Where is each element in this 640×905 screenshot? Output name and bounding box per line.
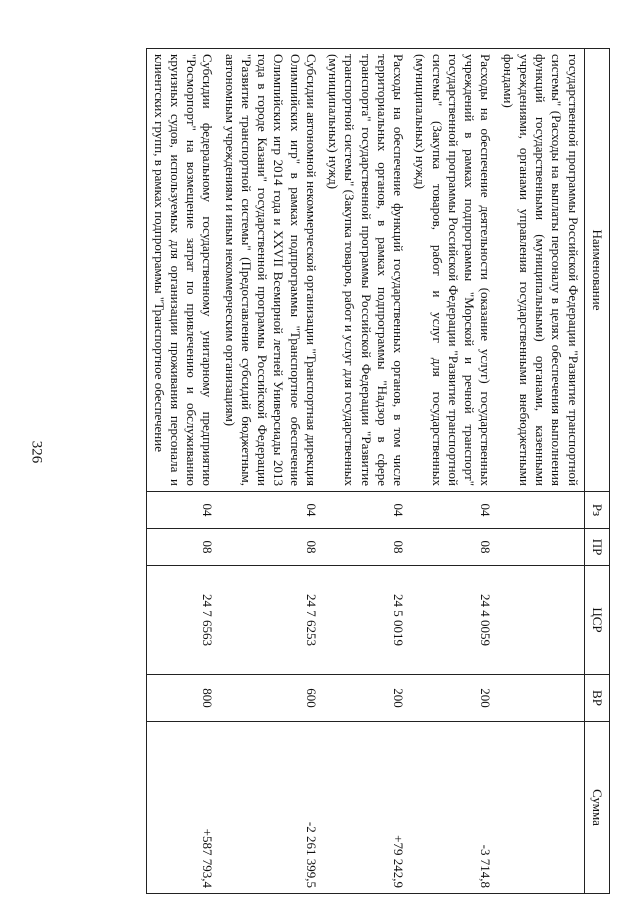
row-pr: 08 [147, 529, 219, 566]
table-row [322, 49, 409, 894]
table-row [219, 49, 323, 894]
row-vr: 200 [322, 675, 409, 722]
page-number: 326 [28, 440, 45, 464]
row-rz: 04 [147, 492, 219, 529]
row-csr: 24 7 6253 [219, 566, 323, 675]
table-row [497, 49, 585, 894]
header-rz: Рз [584, 492, 609, 529]
row-vr: 800 [147, 675, 219, 722]
row-vr [497, 675, 585, 722]
table-row [147, 49, 219, 894]
row-name: государственной программы Российской Федерации "Развитие транспортной системы" (Расходы на выплаты персоналу в целях обеспечения выполнения функций государственными (муниципальными) органами, казенными учреждениями, органами управления государственными внебюджетными фондами) [497, 49, 585, 492]
header-pr: ПР [584, 529, 609, 566]
row-rz: 04 [322, 492, 409, 529]
rotated-page-content [90, 48, 610, 888]
header-csr: ЦСР [584, 566, 609, 675]
row-sum: -2 261 399,5 [219, 722, 323, 894]
row-pr: 08 [219, 529, 323, 566]
row-vr: 600 [219, 675, 323, 722]
row-sum: +587 793,4 [147, 722, 219, 894]
row-pr [497, 529, 585, 566]
budget-table [147, 48, 611, 894]
row-vr: 200 [409, 675, 496, 722]
row-name: Расходы на обеспечение деятельности (оказание услуг) государственных учреждений в рамках подпрограммы "Морской и речной транспорт" государственной программы Российской Федерации "Развитие транспортной системы" (Закупка товаров, работ и услуг для государственных (муниципальных) нужд) [409, 49, 496, 492]
row-csr: 24 7 6563 [147, 566, 219, 675]
row-name: Субсидии федеральному государственному унитарному предприятию "Росморпорт" на возмещение затрат по привлечению и обслуживанию круизных судов, используемых для организации проживания персонала и клиентских групп, в рамках подпрограммы "Транспортное обеспечение [147, 49, 219, 492]
row-rz: 04 [409, 492, 496, 529]
row-name: Субсидии автономной некоммерческой организации "Транспортная дирекция Олимпийских игр" в рамках подпрограммы "Транспортное обеспечение Олимпийских игр 2014 года и XXVII Всемирной летней Универсиады 2013 года в городе Казани" государственной программы Российской Федерации "Развитие транспортной системы" (Предоставление субсидий бюджетным, автономным учреждениям и иным некоммерческим организациям) [219, 49, 323, 492]
row-sum: +79 242,9 [322, 722, 409, 894]
header-name: Наименование [584, 49, 609, 492]
header-vr: ВР [584, 675, 609, 722]
row-csr: 24 5 0019 [322, 566, 409, 675]
row-csr [497, 566, 585, 675]
table-header-row [584, 49, 609, 894]
row-sum [497, 722, 585, 894]
header-sum: Сумма [584, 722, 609, 894]
row-name: Расходы на обеспечение функций государственных органов, в том числе территориальных органов, в рамках подпрограммы "Надзор в сфере транспорта" государственной программы Российской Федерации "Развитие транспортной системы" (Закупка товаров, работ и услуг для государственных (муниципальных) нужд) [322, 49, 409, 492]
row-pr: 08 [409, 529, 496, 566]
row-rz [497, 492, 585, 529]
row-sum: -3 714,8 [409, 722, 496, 894]
table-row [409, 49, 496, 894]
row-pr: 08 [322, 529, 409, 566]
row-csr: 24 4 0059 [409, 566, 496, 675]
row-rz: 04 [219, 492, 323, 529]
